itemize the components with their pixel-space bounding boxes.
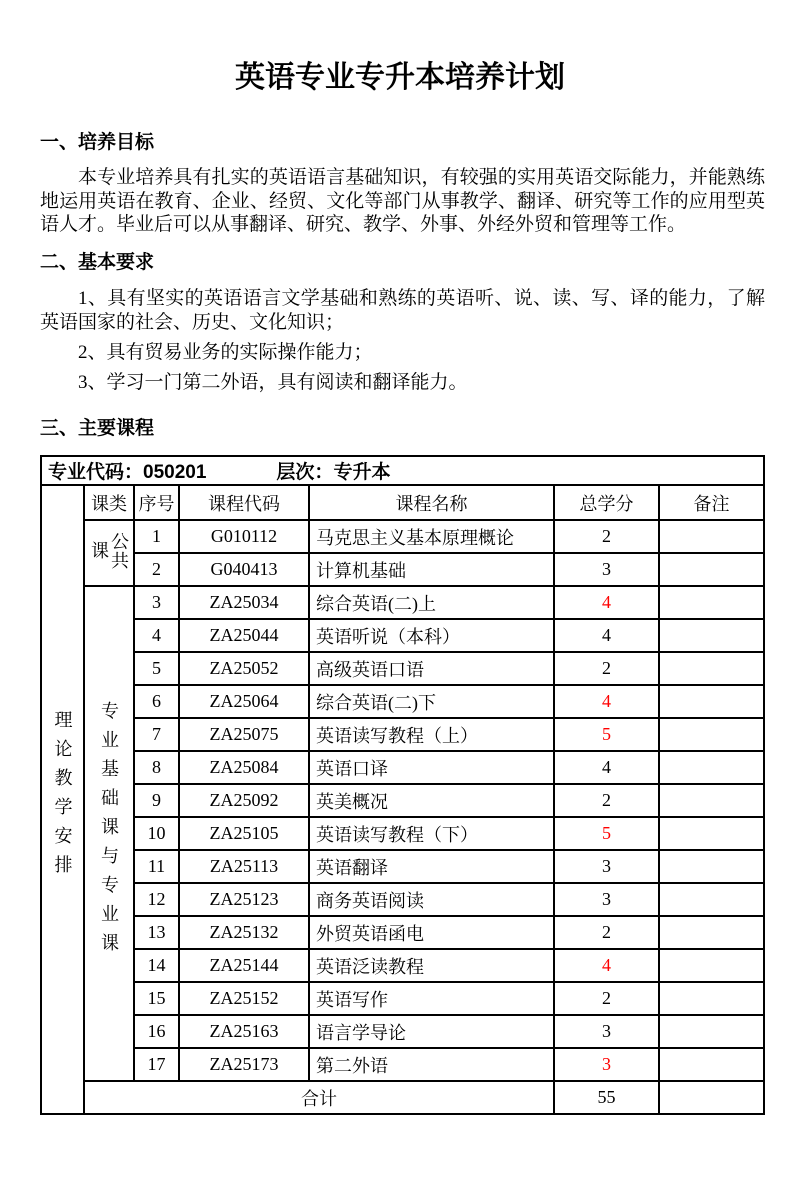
course-row xyxy=(41,619,764,652)
course-credits: 4 xyxy=(554,751,659,784)
course-credits: 2 xyxy=(554,520,659,553)
course-row xyxy=(41,718,764,751)
col-header-category: 课类 xyxy=(84,485,134,520)
course-code: ZA25123 xyxy=(179,883,309,916)
course-note xyxy=(659,982,764,1015)
category-cell-public xyxy=(84,520,134,586)
course-name: 英语写作 xyxy=(309,982,554,1015)
total-note xyxy=(659,1081,764,1114)
course-row xyxy=(41,817,764,850)
course-no: 10 xyxy=(134,817,179,850)
page-title: 英语专业专升本培养计划 xyxy=(235,61,565,94)
course-no: 1 xyxy=(134,520,179,553)
course-note xyxy=(659,949,764,982)
side-label-cell xyxy=(41,485,84,1114)
course-credits: 3 xyxy=(554,553,659,586)
course-credits: 5 xyxy=(554,817,659,850)
col-header-name: 课程名称 xyxy=(309,485,554,520)
course-name: 英语翻译 xyxy=(309,850,554,883)
course-credits: 5 xyxy=(554,718,659,751)
requirement-item-3: 3、学习一门第二外语，具有阅读和翻译能力。 xyxy=(78,372,468,393)
course-code: ZA25052 xyxy=(179,652,309,685)
level-label: 层次： xyxy=(276,462,334,483)
course-row xyxy=(41,982,764,1015)
course-row xyxy=(41,784,764,817)
course-credits: 2 xyxy=(554,982,659,1015)
course-no: 13 xyxy=(134,916,179,949)
course-note xyxy=(659,652,764,685)
side-label: 理论教学安排 xyxy=(52,710,73,884)
course-no: 11 xyxy=(134,850,179,883)
course-no: 12 xyxy=(134,883,179,916)
course-no: 14 xyxy=(134,949,179,982)
course-note xyxy=(659,718,764,751)
course-no: 15 xyxy=(134,982,179,1015)
course-name: 计算机基础 xyxy=(309,553,554,586)
course-note xyxy=(659,916,764,949)
course-no: 5 xyxy=(134,652,179,685)
course-row xyxy=(41,916,764,949)
requirement-item-2: 2、具有贸易业务的实际操作能力； xyxy=(78,342,373,363)
course-row xyxy=(41,1015,764,1048)
course-code: ZA25075 xyxy=(179,718,309,751)
total-credits: 55 xyxy=(554,1081,659,1114)
course-credits: 2 xyxy=(554,652,659,685)
course-credits: 3 xyxy=(554,1015,659,1048)
course-note xyxy=(659,586,764,619)
course-name: 英语读写教程（上） xyxy=(309,718,554,751)
course-name: 高级英语口语 xyxy=(309,652,554,685)
course-code: ZA25034 xyxy=(179,586,309,619)
table-meta-row xyxy=(41,456,764,485)
requirement-item-1: 1、具有坚实的英语语言文学基础和熟练的英语听、说、读、写、译的能力，了解英语国家的社会、历史、文化知识； xyxy=(40,288,765,333)
course-row xyxy=(41,850,764,883)
course-row xyxy=(41,553,764,586)
course-credits: 4 xyxy=(554,586,659,619)
course-credits: 2 xyxy=(554,916,659,949)
course-note xyxy=(659,784,764,817)
course-name: 综合英语(二)上 xyxy=(309,586,554,619)
course-credits: 4 xyxy=(554,685,659,718)
course-name: 马克思主义基本原理概论 xyxy=(309,520,554,553)
total-row xyxy=(41,1081,764,1114)
course-no: 6 xyxy=(134,685,179,718)
course-name: 英语口译 xyxy=(309,751,554,784)
course-name: 第二外语 xyxy=(309,1048,554,1081)
course-name: 英美概况 xyxy=(309,784,554,817)
col-header-note: 备注 xyxy=(659,485,764,520)
category-label-major: 专业基础课与专业课 xyxy=(99,700,119,962)
level-value: 专升本 xyxy=(333,462,391,483)
course-code: ZA25092 xyxy=(179,784,309,817)
course-row xyxy=(41,1048,764,1081)
course-code: ZA25105 xyxy=(179,817,309,850)
course-code: ZA25044 xyxy=(179,619,309,652)
course-code: ZA25084 xyxy=(179,751,309,784)
course-row xyxy=(41,586,764,619)
major-code-label: 专业代码： xyxy=(48,462,144,483)
course-name: 英语读写教程（下） xyxy=(309,817,554,850)
section-heading-objectives: 一、培养目标 xyxy=(40,132,155,153)
course-table xyxy=(40,455,765,1115)
course-credits: 4 xyxy=(554,619,659,652)
major-code-value: 050201 xyxy=(143,462,207,483)
course-note xyxy=(659,553,764,586)
category-label-public: 公共课 xyxy=(89,531,129,570)
course-no: 9 xyxy=(134,784,179,817)
category-cell-major xyxy=(84,586,134,1081)
course-code: ZA25152 xyxy=(179,982,309,1015)
course-note xyxy=(659,850,764,883)
course-code: G040413 xyxy=(179,553,309,586)
course-no: 7 xyxy=(134,718,179,751)
table-meta-cell xyxy=(41,456,764,485)
course-code: ZA25163 xyxy=(179,1015,309,1048)
course-row xyxy=(41,949,764,982)
course-no: 3 xyxy=(134,586,179,619)
course-name: 英语听说（本科） xyxy=(309,619,554,652)
course-no: 2 xyxy=(134,553,179,586)
course-code: ZA25132 xyxy=(179,916,309,949)
course-row xyxy=(41,520,764,553)
course-credits: 3 xyxy=(554,883,659,916)
course-note xyxy=(659,1015,764,1048)
course-note xyxy=(659,883,764,916)
course-no: 17 xyxy=(134,1048,179,1081)
course-row xyxy=(41,751,764,784)
course-code: ZA25144 xyxy=(179,949,309,982)
course-note xyxy=(659,817,764,850)
course-no: 8 xyxy=(134,751,179,784)
course-credits: 4 xyxy=(554,949,659,982)
section-heading-requirements: 二、基本要求 xyxy=(40,252,155,273)
course-code: ZA25113 xyxy=(179,850,309,883)
course-no: 4 xyxy=(134,619,179,652)
course-row xyxy=(41,652,764,685)
course-name: 英语泛读教程 xyxy=(309,949,554,982)
course-name: 综合英语(二)下 xyxy=(309,685,554,718)
col-header-code: 课程代码 xyxy=(179,485,309,520)
course-row xyxy=(41,883,764,916)
col-header-credits: 总学分 xyxy=(554,485,659,520)
course-no: 16 xyxy=(134,1015,179,1048)
course-credits: 2 xyxy=(554,784,659,817)
course-credits: 3 xyxy=(554,850,659,883)
course-code: ZA25064 xyxy=(179,685,309,718)
course-note xyxy=(659,520,764,553)
course-note xyxy=(659,751,764,784)
course-note xyxy=(659,1048,764,1081)
course-row xyxy=(41,685,764,718)
course-name: 商务英语阅读 xyxy=(309,883,554,916)
course-code: ZA25173 xyxy=(179,1048,309,1081)
course-name: 语言学导论 xyxy=(309,1015,554,1048)
course-code: G010112 xyxy=(179,520,309,553)
course-note xyxy=(659,619,764,652)
section-heading-courses: 三、主要课程 xyxy=(40,418,155,439)
course-name: 外贸英语函电 xyxy=(309,916,554,949)
col-header-no: 序号 xyxy=(134,485,179,520)
course-credits: 3 xyxy=(554,1048,659,1081)
course-note xyxy=(659,685,764,718)
total-label: 合计 xyxy=(84,1081,554,1114)
table-header-row xyxy=(41,485,764,520)
objectives-paragraph: 本专业培养具有扎实的英语语言基础知识，有较强的实用英语交际能力，并能熟练地运用英语在教育、企业、经贸、文化等部门从事教学、翻译、研究等工作的应用型英语人才。毕业后可以从事翻译、研究、教学、外事、外经外贸和管理等工作。 xyxy=(40,167,765,235)
